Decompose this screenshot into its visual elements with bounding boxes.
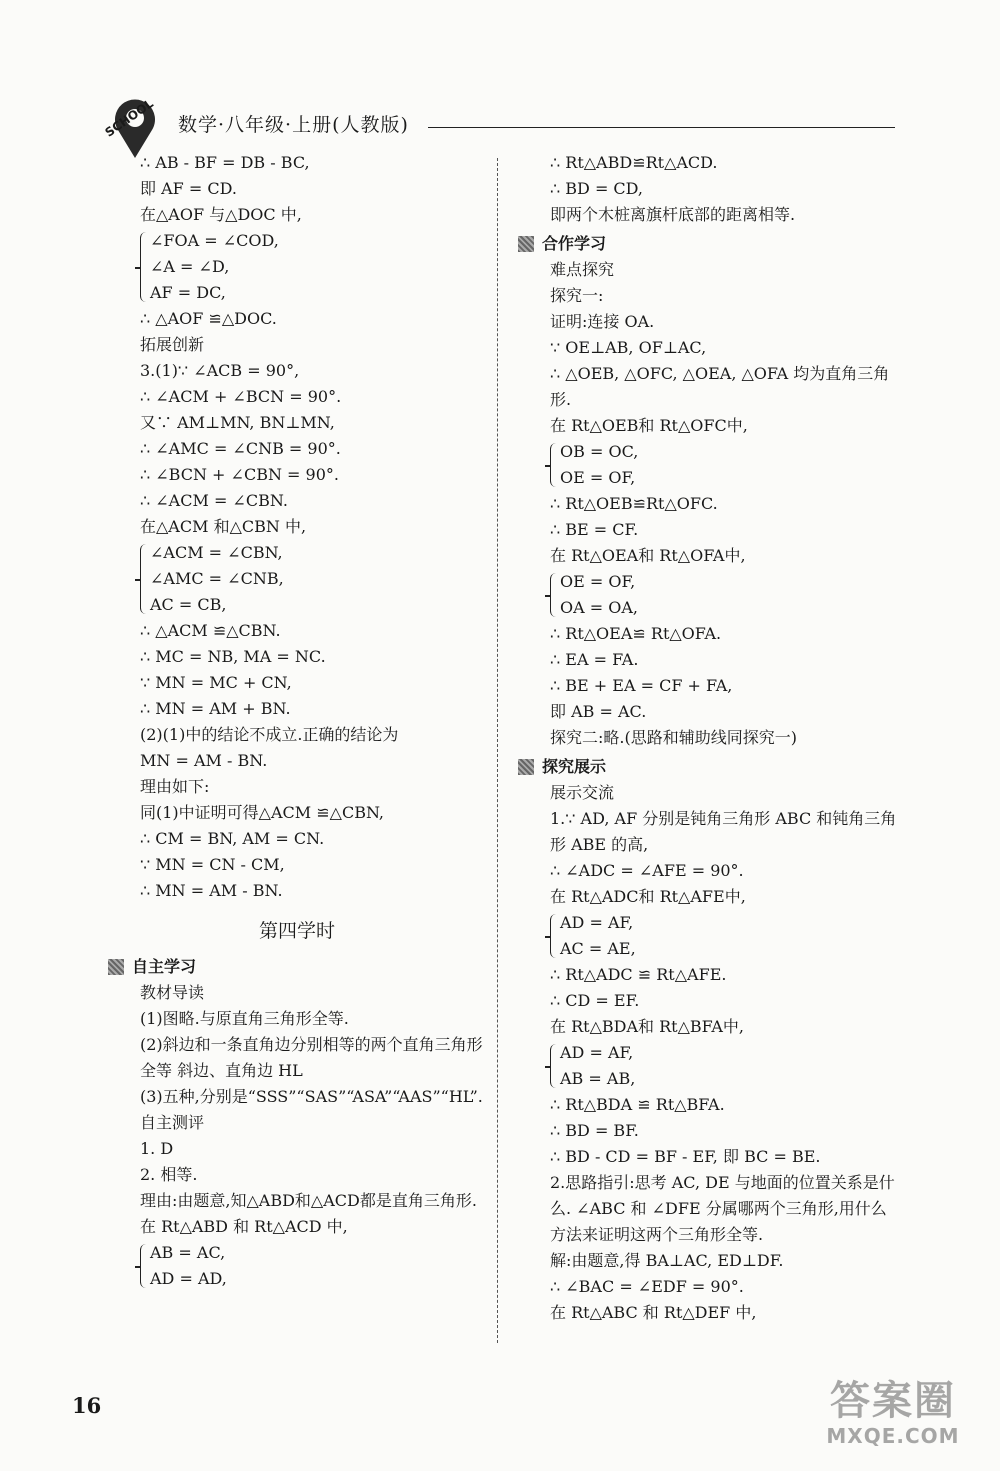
text-line: 在 Rt△OEA和 Rt△OFA中,	[550, 546, 746, 565]
text-line: ∴ Rt△BDA ≌ Rt△BFA.	[550, 1095, 725, 1114]
section-marker-icon	[108, 959, 124, 975]
text-line: ∴ BE = CF.	[550, 520, 639, 539]
left-brace-icon	[550, 914, 559, 958]
text-line: ∴ MN = AM - BN.	[140, 881, 283, 900]
equation-line: ∠AMC = ∠CNB,	[150, 569, 284, 588]
text-line: 在△ACM 和△CBN 中,	[140, 517, 307, 536]
equation-line: AD = AD,	[150, 1269, 227, 1288]
text-line: ∴ BD = CD,	[550, 179, 644, 198]
equation-system	[108, 228, 486, 306]
equation-line: ∠ACM = ∠CBN,	[150, 543, 283, 562]
text-line: ∴ ∠ACM = ∠CBN.	[140, 491, 288, 510]
right-column	[518, 150, 900, 1326]
text-line: 在 Rt△ADC和 Rt△AFE中,	[550, 887, 746, 906]
left-brace-icon	[550, 573, 559, 617]
left-lines-c	[108, 618, 486, 904]
right-lines-g	[518, 1092, 900, 1326]
text-line: 证明:连接 OA.	[550, 312, 655, 331]
subheading: 难点探究	[550, 260, 615, 279]
text-line: 在 Rt△BDA和 Rt△BFA中,	[550, 1017, 744, 1036]
text-line: ∴ BD = BF.	[550, 1121, 639, 1140]
text-line: ∴ EA = FA.	[550, 650, 639, 669]
right-lines-e	[518, 780, 900, 910]
equation-system	[108, 540, 486, 618]
right-lines-f	[518, 962, 900, 1040]
text-line: 同(1)中证明可得△ACM ≌△CBN,	[140, 803, 385, 822]
right-lines-c	[518, 491, 900, 569]
left-brace-icon	[140, 232, 149, 302]
column-divider	[497, 158, 498, 1343]
text-line: ∴ △ACM ≌△CBN.	[140, 621, 281, 640]
section-marker-icon	[518, 759, 534, 775]
text-line: 又∵ AM⊥MN, BN⊥MN,	[140, 413, 335, 432]
text-line: ∴ △OEB, △OFC, △OEA, △OFA 均为直角三角形.	[550, 364, 890, 409]
equation-line: AB = AB,	[560, 1069, 636, 1088]
left-lines-d	[108, 980, 486, 1240]
subheading: 自主测评	[140, 1113, 205, 1132]
text-line: 探究二:略.(思路和辅助线同探究一)	[550, 728, 797, 747]
text-line: 探究一:	[550, 286, 604, 305]
section-heading-label: 自主学习	[132, 957, 197, 976]
left-brace-icon	[550, 443, 559, 487]
left-lines-b	[108, 306, 486, 540]
text-line: ∴ MN = AM + BN.	[140, 699, 291, 718]
text-line: 3.(1)∵ ∠ACB = 90°,	[140, 361, 300, 380]
logo-text: SCHOOL	[102, 96, 156, 140]
header-rule	[428, 127, 895, 128]
text-line: 2.思路指引:思考 AC, DE 与地面的位置关系是什么. ∠ABC 和 ∠DFE 分属哪两个三角形,用什么方法来证明这两个三角形全等.	[550, 1173, 895, 1244]
text-line: 2. 相等.	[140, 1165, 198, 1184]
section-heading-coop	[518, 231, 900, 257]
text-line: ∴ ∠BCN + ∠CBN = 90°.	[140, 465, 339, 484]
subheading: 教材导读	[140, 983, 205, 1002]
section-heading-label: 合作学习	[542, 234, 607, 253]
text-line: ∴ Rt△OEB≌Rt△OFC.	[550, 494, 718, 513]
equation-line: OE = OF,	[560, 572, 636, 591]
text-line: ∴ CM = BN, AM = CN.	[140, 829, 325, 848]
section-heading-label: 探究展示	[542, 757, 607, 776]
text-line: ∴ Rt△ABD≌Rt△ACD.	[550, 153, 718, 172]
right-lines-a	[518, 150, 900, 228]
equation-system	[518, 1040, 900, 1092]
right-lines-d	[518, 621, 900, 751]
left-lines-a	[108, 150, 486, 228]
equation-line: OB = OC,	[560, 442, 639, 461]
text-line: (2)斜边和一条直角边分别相等的两个直角三角形全等 斜边、直角边 HL	[140, 1035, 483, 1080]
text-line: 在 Rt△OEB和 Rt△OFC中,	[550, 416, 748, 435]
watermark-line2: MXQE.COM	[826, 1424, 960, 1448]
text-line: ∴ ∠ADC = ∠AFE = 90°.	[550, 861, 744, 880]
text-line: ∴ ∠ACM + ∠BCN = 90°.	[140, 387, 342, 406]
equation-line: OE = OF,	[560, 468, 636, 487]
lesson-title: 第四学时	[258, 920, 335, 942]
left-brace-icon	[140, 1244, 149, 1288]
text-line: 理由如下:	[140, 777, 210, 796]
watermark-logo	[808, 1378, 978, 1448]
text-line: (1)图略.与原直角三角形全等.	[140, 1009, 349, 1028]
equation-system	[518, 439, 900, 491]
section-heading-show	[518, 754, 900, 780]
equation-line: ∠FOA = ∠COD,	[150, 231, 279, 250]
equation-system	[518, 910, 900, 962]
page-number: 16	[72, 1393, 102, 1418]
text-line: ∵ MN = MC + CN,	[140, 673, 292, 692]
equation-line: AC = AE,	[560, 939, 636, 958]
text-line: ∵ OE⊥AB, OF⊥AC,	[550, 338, 707, 357]
text-line: 在 Rt△ABD 和 Rt△ACD 中,	[140, 1217, 348, 1236]
text-line: ∴ Rt△OEA≌ Rt△OFA.	[550, 624, 722, 643]
text-line: (2)(1)中的结论不成立.正确的结论为	[140, 725, 399, 744]
text-line: ∴ Rt△ADC ≌ Rt△AFE.	[550, 965, 727, 984]
subheading: 展示交流	[550, 783, 615, 802]
text-line: 理由:由题意,知△ABD和△ACD都是直角三角形.	[140, 1191, 477, 1210]
section-heading-self-study	[108, 954, 486, 980]
text-line: ∵ MN = CN - CM,	[140, 855, 285, 874]
watermark-line1: 答案圈	[830, 1378, 956, 1424]
text-line: 解:由题意,得 BA⊥AC, ED⊥DF.	[550, 1251, 784, 1270]
equation-line: OA = OA,	[560, 598, 639, 617]
text-line: (3)五种,分别是“SSS”“SAS”“ASA”“AAS”“HL”.	[140, 1087, 483, 1106]
left-column	[108, 150, 486, 1292]
header-title: 数学·八年级·上册(人教版)	[178, 114, 409, 136]
text-line: 在 Rt△ABC 和 Rt△DEF 中,	[550, 1303, 757, 1322]
text-line: ∴ BE + EA = CF + FA,	[550, 676, 733, 695]
text-line: ∴ MC = NB, MA = NC.	[140, 647, 326, 666]
equation-line: ∠A = ∠D,	[150, 257, 230, 276]
equation-line: AF = DC,	[150, 283, 226, 302]
right-lines-b	[518, 257, 900, 439]
equation-line: AC = CB,	[150, 595, 227, 614]
text-line: 即两个木桩离旗杆底部的距离相等.	[550, 205, 796, 224]
equation-system	[518, 569, 900, 621]
equation-line: AB = AC,	[150, 1243, 226, 1262]
section-marker-icon	[518, 236, 534, 252]
text-line: 即 AF = CD.	[140, 179, 237, 198]
equation-system	[108, 1240, 486, 1292]
text-line: ∴ △AOF ≌△DOC.	[140, 309, 277, 328]
text-line: ∴ AB - BF = DB - BC,	[140, 153, 310, 172]
left-brace-icon	[550, 1044, 559, 1088]
text-line: 1. D	[140, 1139, 174, 1158]
equation-line: AD = AF,	[560, 913, 634, 932]
text-line: 1.∵ AD, AF 分别是钝角三角形 ABC 和钝角三角形 ABE 的高,	[550, 809, 897, 854]
text-line: ∴ BD - CD = BF - EF, 即 BC = BE.	[550, 1147, 821, 1166]
text-line: ∴ CD = EF.	[550, 991, 640, 1010]
text-line: ∴ ∠AMC = ∠CNB = 90°.	[140, 439, 341, 458]
text-line: 在△AOF 与△DOC 中,	[140, 205, 302, 224]
text-line: 即 AB = AC.	[550, 702, 647, 721]
text-line: MN = AM - BN.	[140, 751, 268, 770]
equation-line: AD = AF,	[560, 1043, 634, 1062]
left-brace-icon	[140, 544, 149, 614]
text-line: ∴ ∠BAC = ∠EDF = 90°.	[550, 1277, 744, 1296]
subheading: 拓展创新	[140, 335, 205, 354]
